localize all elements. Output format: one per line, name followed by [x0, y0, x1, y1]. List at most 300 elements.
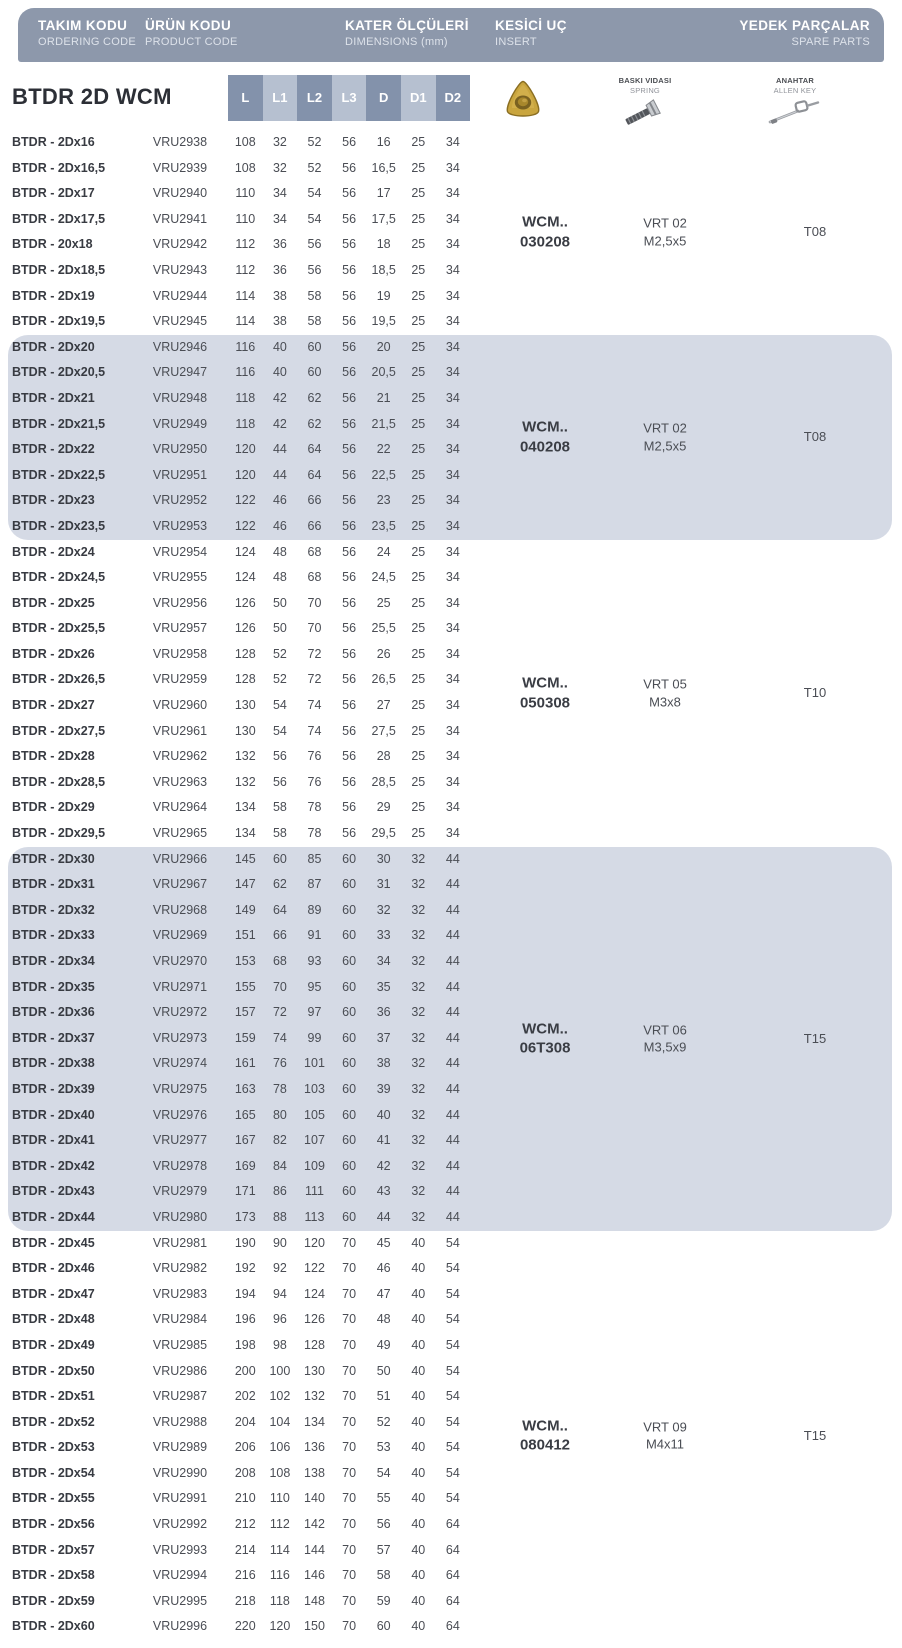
dim-value: 40 [272, 365, 287, 380]
dim-value: 44 [445, 1005, 460, 1020]
dim-value: 27 [376, 698, 391, 713]
dim-value: 72 [272, 1005, 287, 1020]
dim-value: 44 [445, 1030, 460, 1045]
dim-value: 40 [272, 339, 287, 354]
table-row [0, 258, 902, 284]
table-row [0, 1538, 902, 1564]
dim-value: 159 [234, 1030, 256, 1045]
table-row [0, 1333, 902, 1359]
dim-value: 74 [307, 723, 322, 738]
screw-code-annotation-line: M4x11 [645, 1436, 685, 1452]
dim-value: 122 [234, 518, 256, 533]
dim-value: 60 [342, 1107, 357, 1122]
dim-value: 60 [342, 877, 357, 892]
product-code: VRU2978 [152, 1158, 208, 1173]
dim-value: 36 [272, 237, 287, 252]
product-code: VRU2953 [152, 518, 208, 533]
key-code-annotation-line: T08 [803, 224, 827, 240]
product-code: VRU2957 [152, 621, 208, 636]
dim-value: 32 [411, 1030, 426, 1045]
dim-value: 101 [304, 1056, 325, 1071]
dim-value: 167 [234, 1133, 256, 1148]
dim-value: 25 [411, 339, 426, 354]
dim-value: 149 [234, 902, 256, 917]
dim-value: 64 [307, 467, 322, 482]
dim-value: 34 [445, 800, 460, 815]
dim-value: 92 [272, 1261, 287, 1276]
screw-code-annotation-line: VRT 05 [643, 676, 687, 692]
dim-value: 32 [272, 135, 287, 149]
dim-value: 70 [342, 1619, 357, 1634]
page-title: BTDR 2D WCM [12, 84, 172, 109]
dim-value: 130 [234, 723, 256, 738]
product-code: VRU2970 [152, 954, 208, 968]
insert-code-annotation [520, 418, 570, 457]
product-name: BTDR - 2Dx19,5 [12, 314, 106, 329]
product-name: BTDR - 2Dx25,5 [12, 621, 106, 636]
dim-value: 70 [272, 979, 287, 994]
dim-value: 134 [234, 826, 256, 841]
product-code: VRU2969 [152, 928, 208, 943]
dim-value: 132 [234, 749, 256, 764]
dim-value: 116 [235, 365, 256, 380]
product-name: BTDR - 2Dx21 [12, 390, 95, 405]
dim-value: 120 [269, 1619, 291, 1634]
dim-value: 25 [411, 518, 426, 533]
key-code-annotation-line: T08 [803, 429, 827, 445]
dim-value: 51 [376, 1389, 391, 1404]
dim-value: 40 [411, 1542, 426, 1557]
product-name: BTDR - 2Dx49 [12, 1337, 95, 1352]
dim-value: 91 [307, 928, 322, 943]
dim-value: 34 [445, 416, 460, 431]
dim-value: 32 [272, 160, 287, 175]
spring-screw-label [585, 76, 705, 95]
dim-value: 34 [445, 749, 460, 764]
dim-value: 17,5 [371, 211, 396, 226]
product-name: BTDR - 2Dx30 [12, 851, 95, 866]
screw-code-annotation-line: VRT 02 [643, 420, 687, 436]
dim-value: 56 [342, 518, 357, 533]
dim-value: 44 [445, 877, 460, 892]
dim-value: 58 [272, 826, 287, 841]
table-row [0, 1231, 902, 1257]
dim-value: 60 [342, 1184, 357, 1199]
product-code: VRU2984 [152, 1312, 208, 1327]
dim-value: 40 [411, 1312, 426, 1327]
dim-value: 34 [272, 211, 287, 226]
dim-value: 85 [307, 851, 322, 866]
product-name: BTDR - 2Dx27,5 [12, 723, 106, 738]
dim-value: 108 [234, 160, 256, 175]
dim-value: 24,5 [371, 570, 396, 585]
table-row [0, 821, 902, 847]
dim-header-L3: L3 [332, 75, 367, 121]
dim-value: 118 [235, 390, 256, 405]
product-code: VRU2961 [152, 723, 208, 738]
insert-code-annotation-line: 050308 [519, 694, 571, 712]
dim-value: 40 [411, 1619, 426, 1634]
product-code: VRU2971 [152, 979, 208, 994]
header-col-subtitle: DIMENSIONS (mm) [345, 36, 448, 48]
dim-value: 130 [234, 698, 256, 713]
dim-value: 76 [307, 774, 322, 789]
dim-value: 142 [304, 1517, 325, 1532]
screw-code-annotation [643, 420, 687, 455]
dim-value: 46 [272, 493, 287, 508]
product-name: BTDR - 2Dx38 [12, 1056, 95, 1071]
dim-value: 56 [342, 288, 357, 303]
dim-value: 120 [234, 442, 256, 457]
dim-value: 74 [272, 1030, 287, 1045]
dim-value: 25 [411, 826, 426, 841]
dim-header-L: L [228, 75, 263, 121]
dim-value: 25 [411, 646, 426, 661]
product-name: BTDR - 2Dx17,5 [12, 211, 106, 226]
dim-value: 116 [235, 339, 256, 354]
dim-value: 114 [269, 1542, 290, 1557]
dim-value: 56 [342, 723, 357, 738]
dim-value: 56 [307, 262, 322, 277]
dim-value: 68 [272, 954, 287, 968]
product-code: VRU2943 [152, 262, 208, 277]
key-code-annotation [804, 1427, 826, 1445]
dim-value: 24 [376, 544, 391, 559]
dim-value: 32 [411, 1209, 426, 1224]
dim-value: 54 [307, 211, 322, 226]
table-row [0, 1282, 902, 1308]
dim-value: 54 [307, 186, 322, 201]
table-row [0, 181, 902, 207]
product-name: BTDR - 2Dx29 [12, 800, 95, 815]
header-col-title: KESİCİ UÇ [495, 18, 567, 33]
product-code: VRU2944 [152, 288, 208, 303]
product-name: BTDR - 2Dx47 [12, 1286, 95, 1301]
dim-value: 54 [445, 1337, 460, 1352]
product-code: VRU2979 [152, 1184, 208, 1199]
product-name: BTDR - 2Dx16,5 [12, 160, 106, 175]
dim-value: 18 [376, 237, 391, 252]
dim-value: 194 [234, 1286, 256, 1301]
table-row [0, 565, 902, 591]
dim-value: 140 [304, 1491, 325, 1506]
insert-code-annotation-line: 080412 [519, 1436, 571, 1454]
table-header-bar [18, 8, 884, 62]
dim-value: 34 [445, 288, 460, 303]
dim-value: 120 [304, 1235, 325, 1250]
dim-value: 70 [342, 1363, 357, 1378]
dim-value: 124 [304, 1286, 325, 1301]
product-name: BTDR - 2Dx45 [12, 1235, 95, 1250]
insert-code-annotation [520, 674, 570, 713]
dim-value: 153 [234, 954, 256, 968]
dim-value: 32 [411, 902, 426, 917]
dim-value: 56 [342, 237, 357, 252]
product-name: BTDR - 2Dx25 [12, 595, 95, 610]
product-code: VRU2940 [152, 186, 208, 201]
dim-value: 32 [411, 851, 426, 866]
dim-value: 100 [269, 1363, 291, 1378]
product-code: VRU2963 [152, 774, 208, 789]
table-row [0, 1103, 902, 1129]
dim-value: 212 [234, 1517, 256, 1532]
product-name: BTDR - 2Dx35 [12, 979, 95, 994]
dim-value: 40 [411, 1389, 426, 1404]
dim-value: 52 [307, 160, 322, 175]
dim-value: 96 [272, 1312, 287, 1327]
product-name: BTDR - 2Dx29,5 [12, 826, 106, 841]
dim-value: 60 [376, 1619, 391, 1634]
dim-value: 102 [269, 1389, 291, 1404]
dim-value: 114 [235, 288, 256, 303]
header-col-subtitle: SPARE PARTS [791, 36, 870, 48]
dim-value: 25 [411, 774, 426, 789]
product-code: VRU2948 [152, 390, 208, 405]
dim-value: 60 [342, 851, 357, 866]
product-name: BTDR - 2Dx22 [12, 442, 95, 457]
dim-value: 106 [269, 1440, 291, 1455]
dim-value: 25 [411, 672, 426, 687]
table-row [0, 923, 902, 949]
dim-value: 128 [234, 672, 256, 687]
dim-value: 16,5 [371, 160, 396, 175]
dim-value: 22 [376, 442, 391, 457]
dim-value: 44 [272, 467, 287, 482]
dim-value: 155 [234, 979, 256, 994]
header-col-2 [145, 18, 238, 48]
insert-code-annotation-line: WCM.. [522, 1417, 568, 1435]
insert-code-annotation-line: WCM.. [522, 418, 568, 436]
table-row [0, 1051, 902, 1077]
dim-value: 64 [445, 1517, 460, 1532]
dim-value: 56 [376, 1517, 391, 1532]
dim-value: 105 [304, 1107, 325, 1122]
dim-value: 124 [234, 570, 256, 585]
product-code: VRU2983 [152, 1286, 208, 1301]
dim-value: 25 [411, 288, 426, 303]
dim-value: 44 [445, 928, 460, 943]
dim-value: 68 [307, 544, 322, 559]
dim-value: 70 [342, 1440, 357, 1455]
dim-value: 138 [304, 1465, 325, 1480]
dim-value: 60 [342, 1056, 357, 1071]
product-code: VRU2941 [152, 211, 208, 226]
dim-value: 64 [445, 1593, 460, 1608]
dim-value: 64 [307, 442, 322, 457]
dim-value: 52 [376, 1414, 391, 1429]
table-row [0, 488, 902, 514]
dim-value: 45 [376, 1235, 391, 1250]
dim-value: 173 [234, 1209, 256, 1224]
dim-value: 70 [342, 1389, 357, 1404]
dim-value: 146 [304, 1568, 325, 1583]
dim-value: 114 [235, 314, 256, 329]
dim-value: 210 [234, 1491, 256, 1506]
dim-value: 54 [445, 1363, 460, 1378]
product-code: VRU2965 [152, 826, 208, 841]
dim-value: 70 [342, 1235, 357, 1250]
dim-value: 40 [411, 1568, 426, 1583]
product-name: BTDR - 2Dx39 [12, 1081, 95, 1096]
dim-value: 66 [272, 928, 287, 943]
dim-value: 32 [411, 877, 426, 892]
dim-value: 70 [342, 1465, 357, 1480]
dim-value: 56 [272, 749, 287, 764]
dim-value: 214 [234, 1542, 256, 1557]
dim-value: 62 [307, 390, 322, 405]
dim-value: 34 [445, 237, 460, 252]
product-code: VRU2964 [152, 800, 208, 815]
dim-value: 151 [234, 928, 256, 943]
dim-value: 60 [342, 1158, 357, 1173]
dimension-column-headers [228, 75, 470, 121]
table-row [0, 1512, 902, 1538]
product-name: BTDR - 2Dx28 [12, 749, 95, 764]
product-name: BTDR - 2Dx43 [12, 1184, 95, 1199]
dim-value: 70 [342, 1568, 357, 1583]
dim-value: 72 [307, 646, 322, 661]
dim-value: 56 [342, 698, 357, 713]
dim-value: 89 [307, 902, 322, 917]
dim-value: 200 [234, 1363, 256, 1378]
dim-value: 17 [376, 186, 391, 201]
dim-value: 25 [411, 570, 426, 585]
dim-value: 34 [445, 672, 460, 687]
product-code: VRU2994 [152, 1568, 208, 1583]
dim-value: 34 [445, 314, 460, 329]
table-row [0, 1359, 902, 1385]
dim-value: 25 [411, 186, 426, 201]
allen-key-label [735, 76, 855, 95]
dim-value: 32 [411, 954, 426, 968]
table-row [0, 1205, 902, 1231]
table-row [0, 1614, 902, 1640]
product-code: VRU2959 [152, 672, 208, 687]
product-name: BTDR - 2Dx32 [12, 902, 95, 917]
product-code: VRU2989 [152, 1440, 208, 1455]
dim-value: 122 [304, 1261, 325, 1276]
product-name: BTDR - 2Dx28,5 [12, 774, 106, 789]
spring-screw-icon [621, 94, 669, 135]
dim-value: 33 [376, 928, 391, 943]
dim-value: 97 [307, 1005, 322, 1020]
table-row [0, 642, 902, 668]
product-code: VRU2946 [152, 339, 208, 354]
product-code: VRU2945 [152, 314, 208, 329]
dim-value: 47 [376, 1286, 391, 1301]
header-col-3 [345, 18, 469, 48]
dim-value: 32 [411, 1184, 426, 1199]
dim-value: 44 [376, 1209, 391, 1224]
product-code: VRU2996 [152, 1619, 208, 1634]
key-code-annotation [804, 1030, 826, 1048]
dim-value: 56 [342, 749, 357, 764]
dim-value: 60 [342, 1005, 357, 1020]
product-name: BTDR - 2Dx41 [12, 1133, 95, 1148]
dim-value: 48 [376, 1312, 391, 1327]
dim-value: 72 [307, 672, 322, 687]
dim-value: 60 [342, 1209, 357, 1224]
dim-value: 34 [445, 390, 460, 405]
product-name: BTDR - 2Dx55 [12, 1491, 95, 1506]
dim-value: 54 [376, 1465, 391, 1480]
table-row [0, 540, 902, 566]
dim-value: 34 [445, 442, 460, 457]
table-row [0, 1563, 902, 1589]
table-row [0, 1461, 902, 1487]
header-col-title: ÜRÜN KODU [145, 18, 232, 33]
table-row [0, 335, 902, 361]
dim-value: 60 [342, 1133, 357, 1148]
dim-value: 32 [376, 902, 391, 917]
dim-header-L1: L1 [263, 75, 298, 121]
dim-value: 82 [272, 1133, 287, 1148]
dim-value: 25 [411, 800, 426, 815]
dim-value: 66 [307, 518, 322, 533]
product-code: VRU2987 [152, 1389, 208, 1404]
table-row [0, 616, 902, 642]
dim-value: 40 [376, 1107, 391, 1122]
dim-value: 70 [342, 1286, 357, 1301]
dim-value: 44 [445, 902, 460, 917]
dim-value: 44 [445, 979, 460, 994]
dim-value: 25 [411, 698, 426, 713]
table-row [0, 898, 902, 924]
dim-value: 161 [234, 1056, 256, 1071]
table-row [0, 207, 902, 233]
dim-value: 56 [342, 467, 357, 482]
product-name: BTDR - 2Dx59 [12, 1593, 95, 1608]
dim-value: 165 [234, 1107, 256, 1122]
dim-value: 93 [307, 954, 322, 968]
product-code: VRU2991 [152, 1491, 208, 1506]
dim-value: 60 [342, 954, 357, 968]
dim-value: 44 [445, 1158, 460, 1173]
dim-value: 218 [234, 1593, 256, 1608]
product-name: BTDR - 2Dx52 [12, 1414, 95, 1429]
product-name: BTDR - 2Dx48 [12, 1312, 95, 1327]
table-row [0, 386, 902, 412]
dim-value: 64 [445, 1568, 460, 1583]
dim-value: 107 [304, 1133, 325, 1148]
dim-value: 52 [272, 646, 287, 661]
dim-value: 78 [307, 826, 322, 841]
dim-value: 44 [445, 1081, 460, 1096]
dim-value: 40 [411, 1261, 426, 1276]
product-code: VRU2968 [152, 902, 208, 917]
dim-value: 56 [342, 160, 357, 175]
dim-value: 25 [411, 416, 426, 431]
dim-value: 40 [411, 1593, 426, 1608]
product-name: BTDR - 2Dx33 [12, 928, 95, 943]
product-name: BTDR - 2Dx27 [12, 698, 95, 713]
product-code: VRU2982 [152, 1261, 208, 1276]
dim-value: 76 [307, 749, 322, 764]
dim-value: 44 [445, 1184, 460, 1199]
dim-value: 134 [234, 800, 256, 815]
dim-value: 70 [342, 1337, 357, 1352]
product-code: VRU2960 [152, 698, 208, 713]
dim-value: 34 [445, 262, 460, 277]
dim-value: 56 [342, 314, 357, 329]
dim-value: 112 [235, 262, 256, 277]
dim-value: 25 [411, 314, 426, 329]
dim-value: 66 [307, 493, 322, 508]
insert-code-annotation-line: WCM.. [522, 213, 568, 231]
dim-value: 54 [445, 1286, 460, 1301]
spring-label-sub: SPRING [630, 86, 660, 95]
table-row [0, 309, 902, 335]
